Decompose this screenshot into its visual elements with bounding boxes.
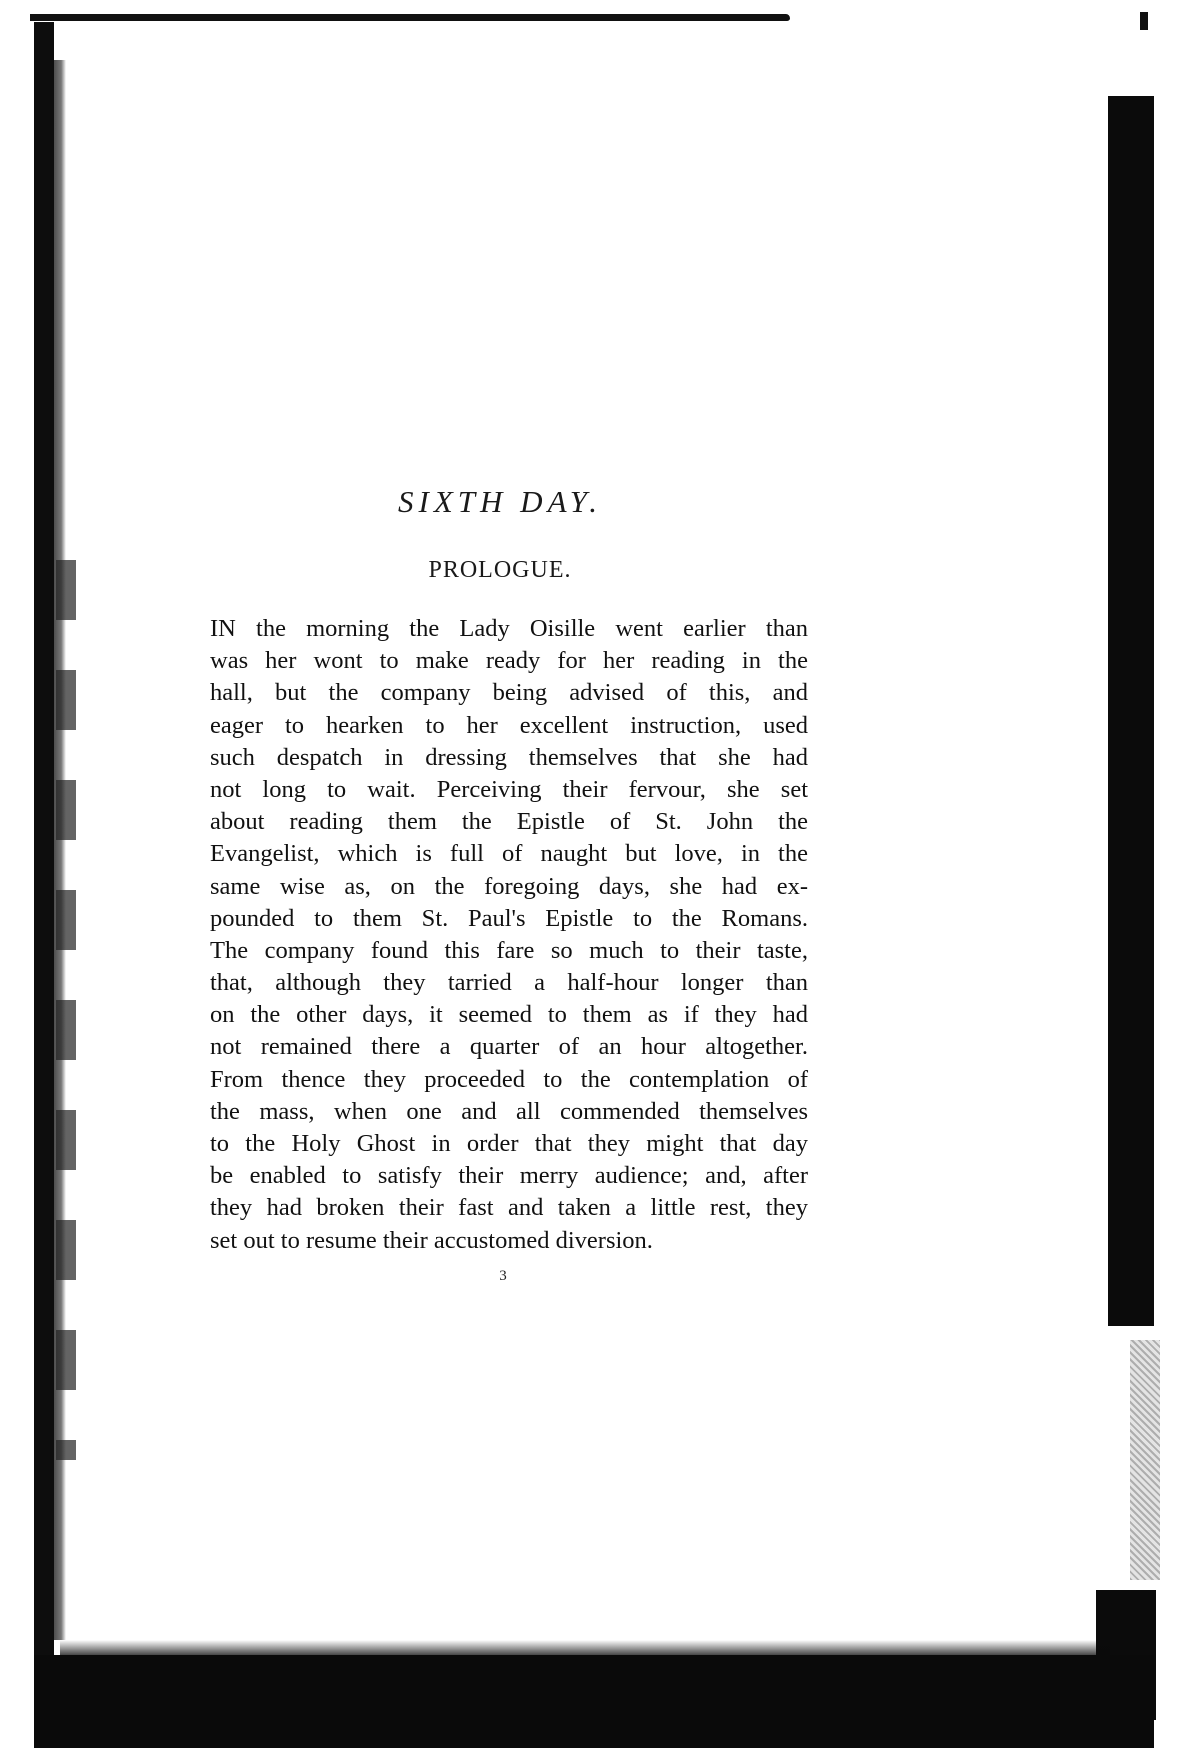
page-number: 3 xyxy=(499,1268,507,1284)
text-line: The company found this fare so much to their taste, xyxy=(210,936,808,964)
text-line: same wise as, on the foregoing days, she had ex- xyxy=(210,872,808,900)
scan-border-left-ticks xyxy=(56,560,76,1460)
text-line: From thence they proceeded to the contemplation of xyxy=(210,1065,808,1093)
scan-mark-top-right xyxy=(1140,12,1148,30)
prologue-body xyxy=(210,613,808,1257)
scan-border-top xyxy=(30,14,790,21)
text-line: pounded to them St. Paul's Epistle to the Romans. xyxy=(210,904,808,932)
text-line: set out to resume their accustomed diversion. xyxy=(210,1226,653,1254)
text-line: eager to hearken to her excellent instruction, used xyxy=(210,711,808,739)
text-line: not long to wait. Perceiving their fervour, she set xyxy=(210,775,808,803)
scan-border-left xyxy=(34,22,54,1722)
text-line: hall, but the company being advised of this, and xyxy=(210,679,808,707)
text-line: they had broken their fast and taken a little rest, they xyxy=(210,1194,808,1222)
text-line: IN the morning the Lady Oisille went earlier than xyxy=(210,615,808,642)
scan-border-right-noise xyxy=(1130,1340,1160,1580)
text-line: on the other days, it seemed to them as if they had xyxy=(210,1001,808,1029)
text-line: the mass, when one and all commended themselves xyxy=(210,1097,808,1125)
scan-border-bottom xyxy=(34,1655,1154,1748)
text-line: not remained there a quarter of an hour altogether. xyxy=(210,1033,808,1061)
text-line: be enabled to satisfy their merry audience; and, after xyxy=(210,1162,808,1190)
prologue-heading: PROLOGUE. xyxy=(428,557,572,583)
scan-border-right xyxy=(1108,96,1154,1326)
text-line: was her wont to make ready for her reading in the xyxy=(210,647,808,675)
text-line: that, although they tarried a half-hour longer than xyxy=(210,969,808,997)
text-line: to the Holy Ghost in order that they might that day xyxy=(210,1130,808,1157)
text-line: about reading them the Epistle of St. John the xyxy=(210,808,808,836)
text-line: Evangelist, which is full of naught but love, in the xyxy=(210,840,808,868)
day-heading: SIXTH DAY. xyxy=(398,484,602,519)
text-line: such despatch in dressing themselves that she had xyxy=(210,743,808,771)
